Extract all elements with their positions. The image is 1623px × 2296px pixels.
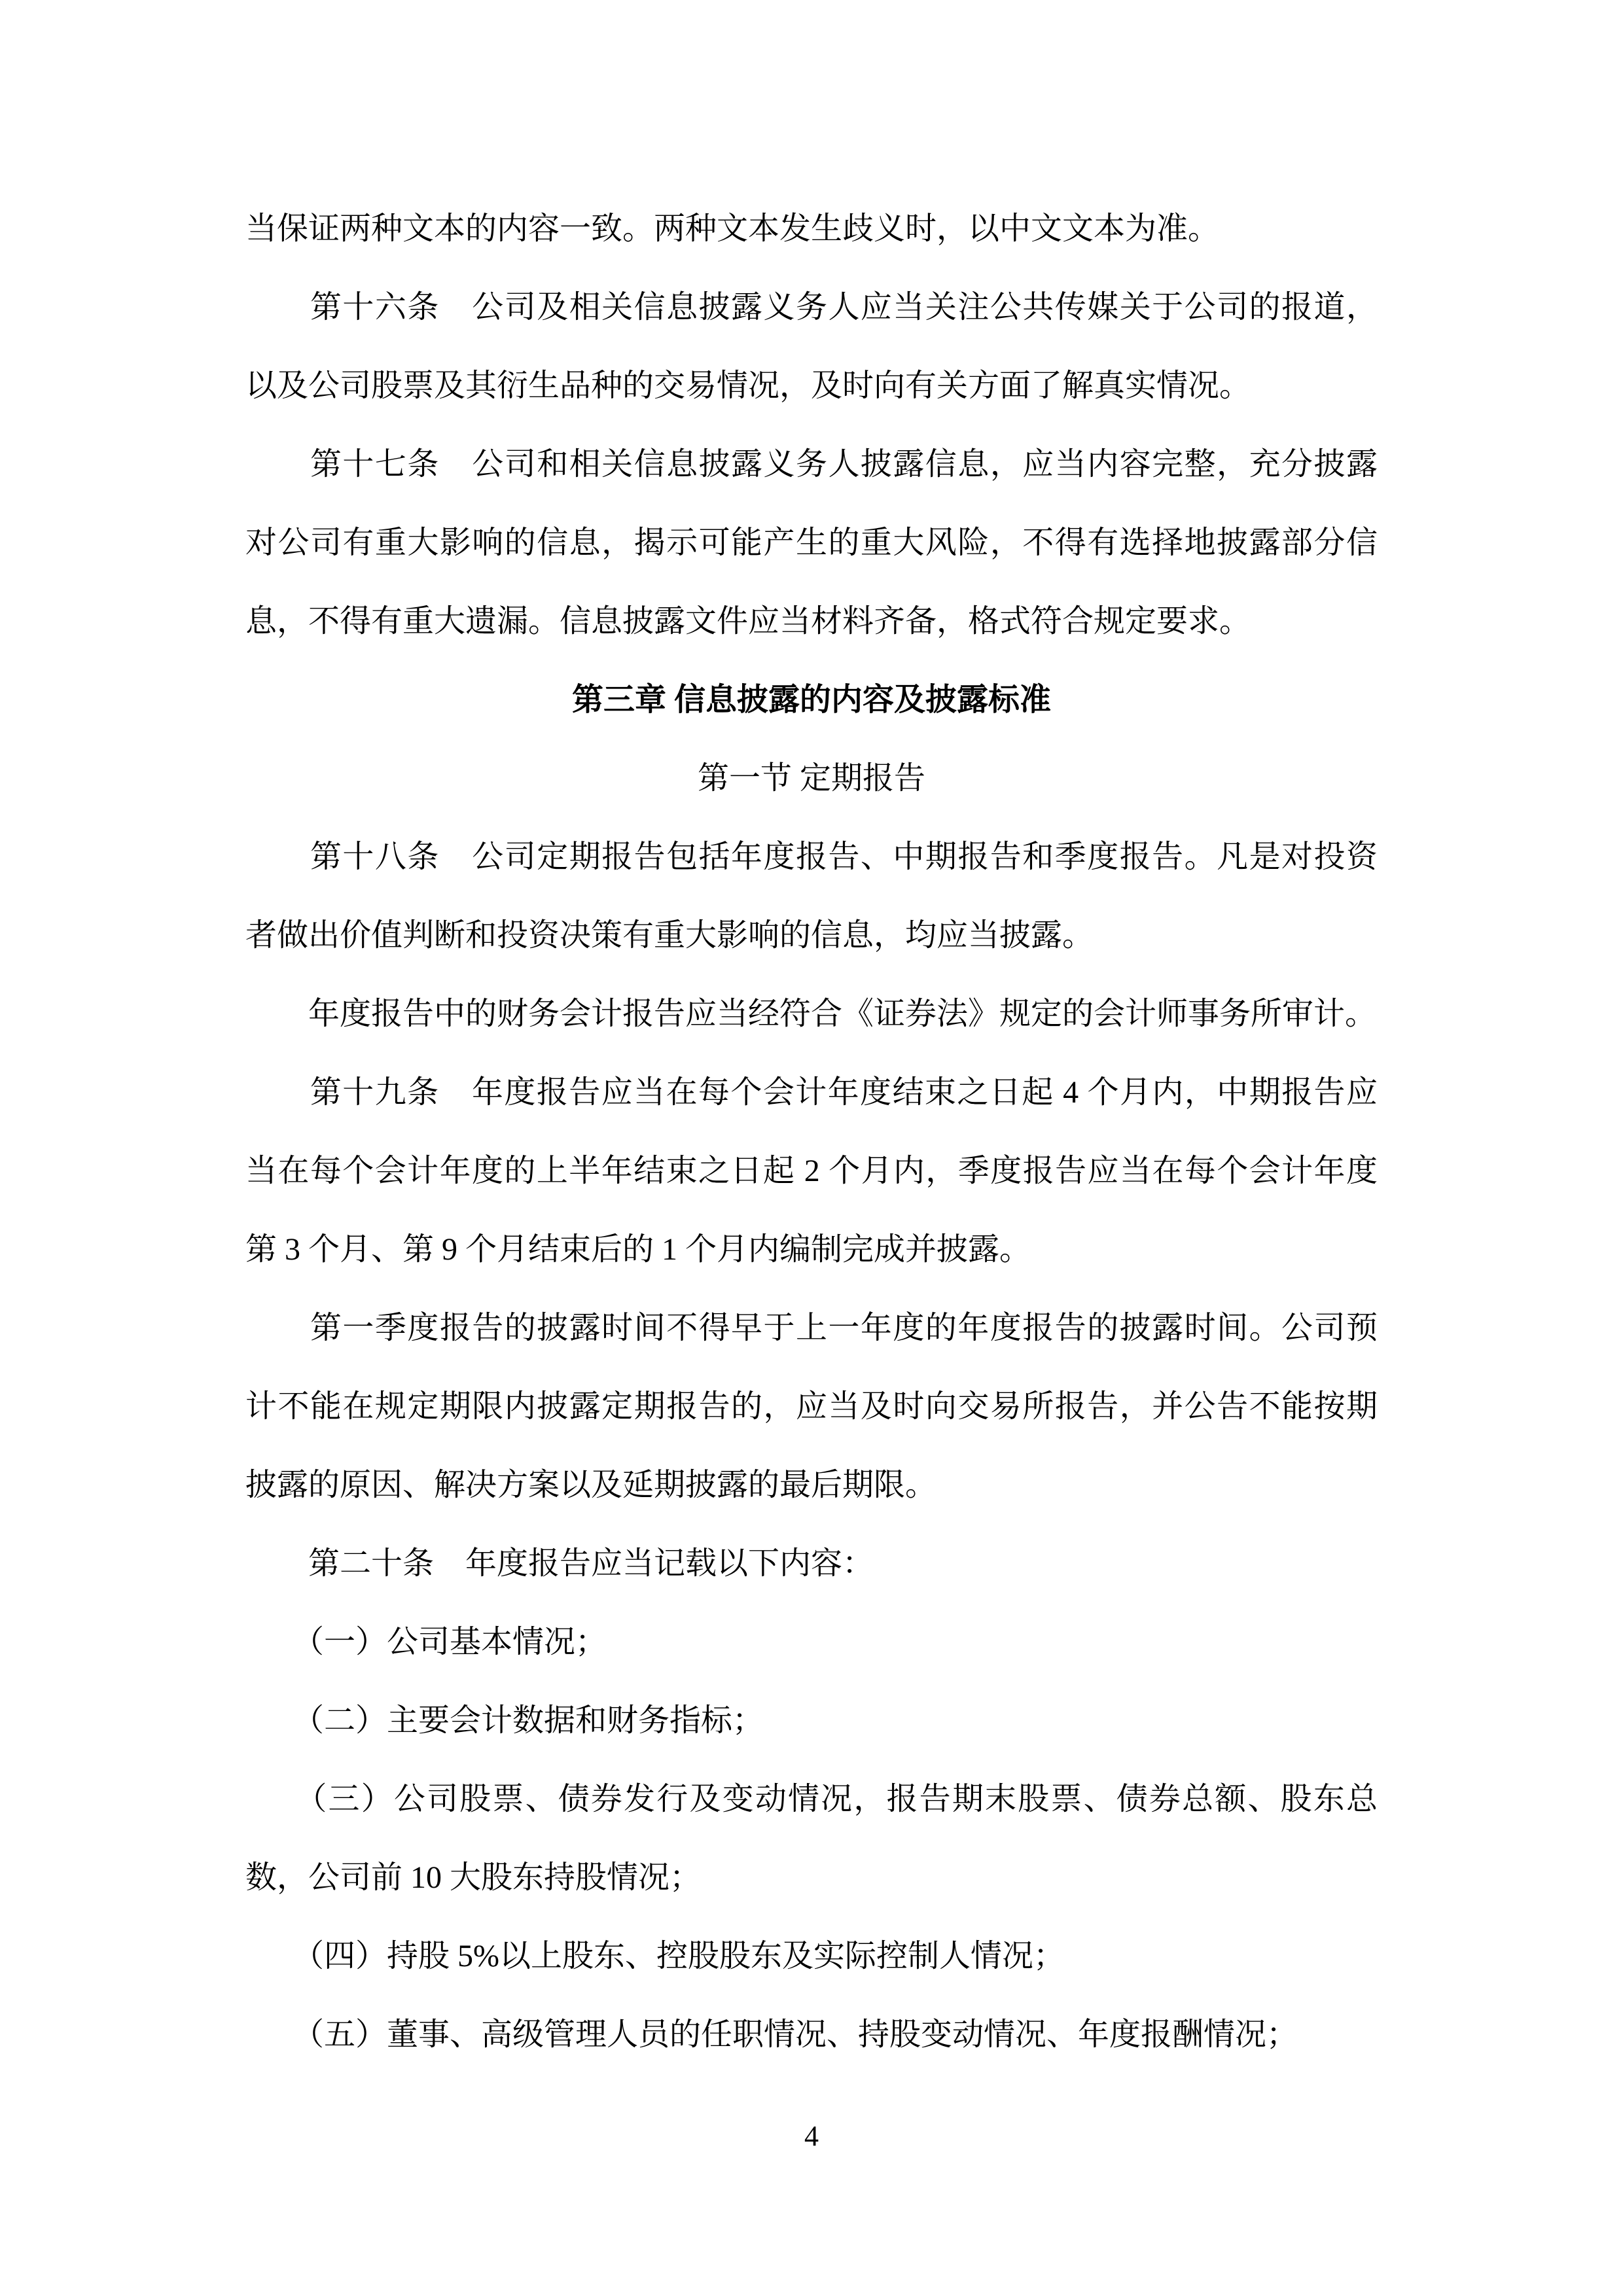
text-line: 第 3 个月、第 9 个月结束后的 1 个月内编制完成并披露。 xyxy=(245,1232,1031,1267)
section-heading: 第一节 定期报告 xyxy=(697,761,925,796)
text-line: 当保证两种文本的内容一致。两种文本发生歧义时，以中文文本为准。 xyxy=(245,211,1220,246)
text-line: 第十九条 年度报告应当在每个会计年度结束之日起 4 个月内，中期报告应 xyxy=(245,1075,1378,1110)
text-line: 第十八条 公司定期报告包括年度报告、中期报告和季度报告。凡是对投资 xyxy=(245,839,1378,874)
text-line: 以及公司股票及其衍生品种的交易情况，及时向有关方面了解真实情况。 xyxy=(245,368,1251,403)
text-line: 息，不得有重大遗漏。信息披露文件应当材料齐备，格式符合规定要求。 xyxy=(245,604,1251,639)
text-line: 数，公司前 10 大股东持股情况； xyxy=(245,1860,702,1895)
text-line: （四）持股 5%以上股东、控股股东及实际控制人情况； xyxy=(245,1939,1065,1973)
text-line: 第十六条 公司及相关信息披露义务人应当关注公共传媒关于公司的报道， xyxy=(245,290,1378,325)
page-number: 4 xyxy=(804,2120,819,2152)
text-line: 年度报告中的财务会计报告应当经符合《证券法》规定的会计师事务所审计。 xyxy=(245,997,1377,1031)
text-line: 第十七条 公司和相关信息披露义务人披露信息，应当内容完整，充分披露 xyxy=(245,447,1378,482)
text-line: （五）董事、高级管理人员的任职情况、持股变动情况、年度报酬情况； xyxy=(245,2017,1298,2052)
document-body xyxy=(245,190,1378,2074)
chapter-heading: 第三章 信息披露的内容及披露标准 xyxy=(571,682,1051,717)
text-line: 第二十条 年度报告应当记载以下内容： xyxy=(245,1546,874,1581)
text-line: （三）公司股票、债券发行及变动情况，报告期末股票、债券总额、股东总 xyxy=(245,1782,1378,1816)
text-line: 计不能在规定期限内披露定期报告的，应当及时向交易所报告，并公告不能按期 xyxy=(245,1389,1378,1424)
text-line: 第一季度报告的披露时间不得早于上一年度的年度报告的披露时间。公司预 xyxy=(245,1311,1378,1345)
text-line: 当在每个会计年度的上半年结束之日起 2 个月内，季度报告应当在每个会计年度 xyxy=(245,1154,1378,1188)
text-line: 披露的原因、解决方案以及延期披露的最后期限。 xyxy=(245,1468,937,1502)
text-line: （一）公司基本情况； xyxy=(245,1625,607,1659)
text-line: 者做出价值判断和投资决策有重大影响的信息，均应当披露。 xyxy=(245,918,1094,953)
text-line: 对公司有重大影响的信息，揭示可能产生的重大风险，不得有选择地披露部分信 xyxy=(245,525,1378,560)
text-line: （二）主要会计数据和财务指标； xyxy=(245,1703,764,1738)
